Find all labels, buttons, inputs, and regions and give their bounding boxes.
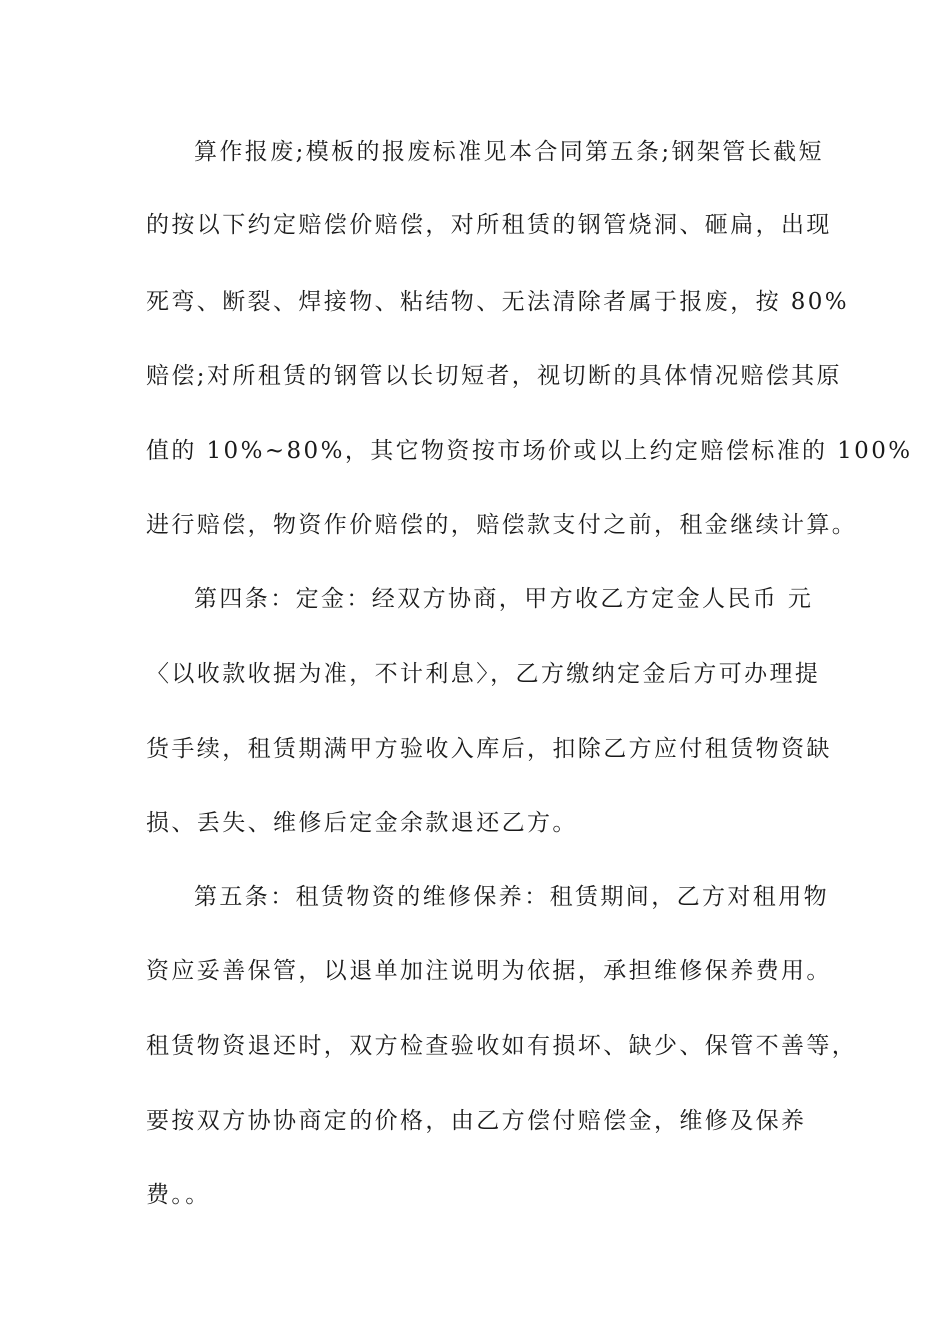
text-line: 租赁物资退还时，双方检查验收如有损坏、缺少、保管不善等， (146, 1033, 858, 1059)
text-line: 损、丢失、维修后定金余款退还乙方。 (146, 810, 578, 836)
text-line: 〈以收款收据为准，不计利息〉，乙方缴纳定金后方可办理提 (146, 661, 821, 687)
clause-5-heading-line: 第五条：租赁物资的维修保养：租赁期间，乙方对租用物 (194, 884, 829, 910)
text-line: 费。。 (146, 1182, 211, 1208)
text-line: 货手续，租赁期满甲方验收入库后，扣除乙方应付租赁物资缺 (146, 736, 832, 762)
text-line: 要按双方协协商定的价格，由乙方偿付赔偿金，维修及保养 (146, 1108, 807, 1134)
text-line: 值的 10%~80%，其它物资按市场价或以上约定赔偿标准的 100% (146, 438, 913, 464)
text-line: 赔偿;对所租赁的钢管以长切短者，视切断的具体情况赔偿其原 (146, 363, 842, 389)
text-line: 资应妥善保管，以退单加注说明为依据，承担维修保养费用。 (146, 958, 832, 984)
text-line: 死弯、断裂、焊接物、粘结物、无法清除者属于报废，按 80% (146, 289, 850, 315)
text-line: 进行赔偿，物资作价赔偿的，赔偿款支付之前，租金继续计算。 (146, 512, 858, 538)
text-line: 算作报废;模板的报废标准见本合同第五条;钢架管长截短 (194, 139, 824, 165)
clause-4-heading-line: 第四条：定金：经双方协商，甲方收乙方定金人民币 元 (194, 586, 814, 612)
text-line: 的按以下约定赔偿价赔偿，对所租赁的钢管烧洞、砸扁，出现 (146, 212, 832, 238)
